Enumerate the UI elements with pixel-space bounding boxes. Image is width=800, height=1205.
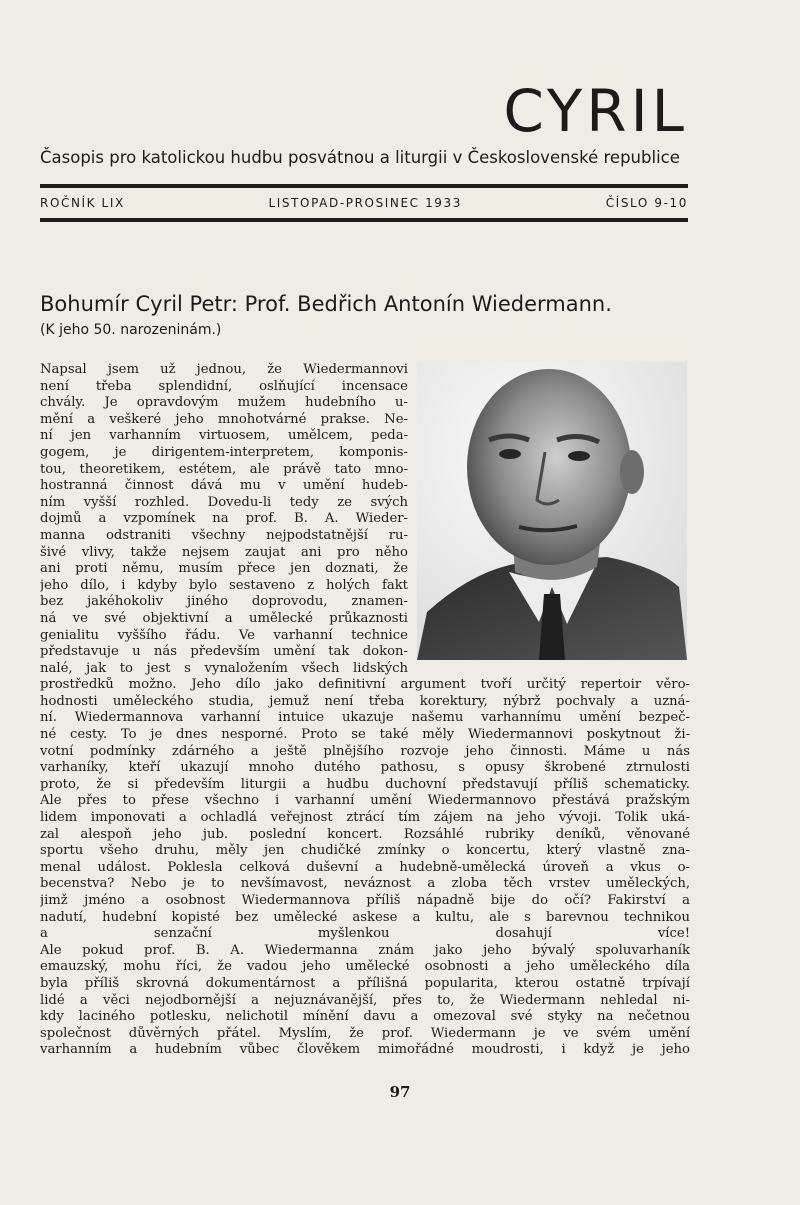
body-line: jimž jméno a osobnost Wiedermannova příliš nápadně bije do očí? Fakirství a (40, 893, 690, 908)
body-line: tou, theoretikem, estétem, ale právě tato mno- (40, 461, 408, 477)
issue-date: LISTOPAD-PROSINEC 1933 (268, 196, 463, 210)
body-line: lidé a věci nejodbornější a nejuznávanější, přes to, že Wiedermann nehledal ni- (40, 992, 690, 1008)
body-line: jeho dílo, i kdyby bylo sestaveno z holých fakt (40, 577, 408, 593)
header-rule-bottom (40, 218, 688, 222)
body-line: hostranná činnost dává mu v umění hudeb- (40, 478, 408, 494)
body-line: proto, že si především liturgii a hudbu duchovní představují příliš schematicky. (40, 776, 690, 792)
body-line: ní. Wiedermannova varhanní intuice ukazuje našemu varhannímu umění bezpeč- (40, 710, 690, 726)
body-line: představuje u nás především umění tak dokon- (40, 644, 408, 660)
article-body (40, 362, 690, 1059)
body-line: genialitu vyššího řádu. Ve varhanní technice (40, 627, 408, 643)
article-title: Bohumír Cyril Petr: Prof. Bedřich Antonín Wiedermann. (40, 292, 612, 316)
header-rule-top (40, 184, 688, 188)
body-lines-full-width (40, 677, 690, 1059)
body-line: becenstva? Nebo je to nevšímavost, neváznost a zloba těch vrstev uměleckých, (40, 876, 690, 892)
body-line: Ale přes to přese všechno i varhanní umění Wiedermannovo přestává pražským (40, 793, 690, 809)
body-line: gogem, je dirigentem-interpretem, komponis- (40, 444, 408, 460)
issue-line (40, 196, 688, 210)
body-line: chvály. Je opravdovým mužem hudebního u- (40, 395, 408, 411)
body-line: šivé vlivy, takže nejsem zaujat ani pro něho (40, 544, 408, 560)
body-line: není třeba splendidní, oslňující incensace (40, 378, 408, 394)
body-line: byla příliš skrovná dokumentárnost a přílišná popularita, kterou ostatně trpívají (40, 975, 690, 991)
body-line: ní jen varhanním virtuosem, umělcem, peda- (40, 428, 408, 444)
body-line: zal alespoň jeho jub. poslední koncert. Rozsáhlé rubriky deníků, věnované (40, 826, 690, 842)
body-line: mění a veškeré jeho mnohotvárné prakse. Ne- (40, 411, 408, 427)
body-line: společnost důvěrných přátel. Myslím, že prof. Wiedermann je ve svém umění (40, 1025, 690, 1041)
body-line: né cesty. To je dnes nesporné. Proto se také měly Wiedermannovi poskytnout ži- (40, 727, 690, 743)
issue-volume: ROČNÍK LIX (40, 196, 125, 210)
body-line: menal událost. Poklesla celková duševní a hudebně-umělecká úroveň a vkus o- (40, 859, 690, 875)
page-number: 97 (389, 1083, 411, 1101)
body-line: ani proti němu, musím přece jen doznati, že (40, 561, 408, 577)
body-line: ná ve své objektivní a umělecké průkaznosti (40, 610, 408, 626)
body-line: Napsal jsem už jednou, že Wiedermannovi (40, 362, 408, 377)
body-line: dojmů a vzpomínek na prof. B. A. Wieder- (40, 511, 408, 527)
body-lines-beside-photo (40, 362, 690, 677)
body-line: votní podmínky zdárného a ještě plnějšího rozvoje jeho činnosti. Máme u nás (40, 743, 690, 759)
body-line: prostředků možno. Jeho dílo jako definitivní argument tvoří určitý repertoir věro- (40, 677, 690, 693)
body-line: nalé, jak to jest s vynaložením všech lidských (40, 660, 408, 676)
body-line: ním vyšší rozhled. Dovedu-li tedy ze svých (40, 494, 408, 510)
body-line: bez jakéhokoliv jiného doprovodu, znamen- (40, 594, 408, 610)
issue-number: ČÍSLO 9-10 (605, 196, 688, 210)
body-line: lidem imponovati a ochladlá veřejnost ztrácí tím zájem na jeho vývoji. Tolik uká- (40, 810, 690, 826)
body-line: sportu všeho druhu, měly jen chudičké zmínky o koncertu, který vlastně zna- (40, 843, 690, 859)
masthead-title: CYRIL (503, 77, 688, 145)
body-line: varhanním a hudebním vůbec člověkem mimořádné moudrosti, i když je jeho (40, 1042, 690, 1058)
body-line: emauzský, mohu říci, že vadou jeho umělecké osobnosti a jeho uměleckého díla (40, 959, 690, 975)
masthead-subtitle: Časopis pro katolickou hudbu posvátnou a liturgii v Československé republice (40, 148, 680, 167)
article-subtitle: (K jeho 50. narozeninám.) (40, 322, 222, 338)
body-line: hodnosti uměleckého studia, jemuž není třeba korektury, nýbrž pochvaly a uzná- (40, 693, 690, 709)
body-line: varhaníky, kteří ukazují mnoho dutého pathosu, s opusy škrobené ztrnulosti (40, 760, 690, 776)
body-line: a senzační myšlenkou dosahují více! (40, 926, 690, 942)
body-line: nadutí, hudební kopisté bez umělecké askese a kultu, ale s barevnou technikou (40, 909, 690, 925)
body-line: manna odstraniti všechny nejpodstatnější ru- (40, 527, 408, 543)
body-line: Ale pokud prof. B. A. Wiedermanna znám jako jeho bývalý spoluvarhaník (40, 942, 690, 958)
body-line: kdy laciného potlesku, nelichotil mínění davu a omezoval své styky na nečetnou (40, 1009, 690, 1025)
